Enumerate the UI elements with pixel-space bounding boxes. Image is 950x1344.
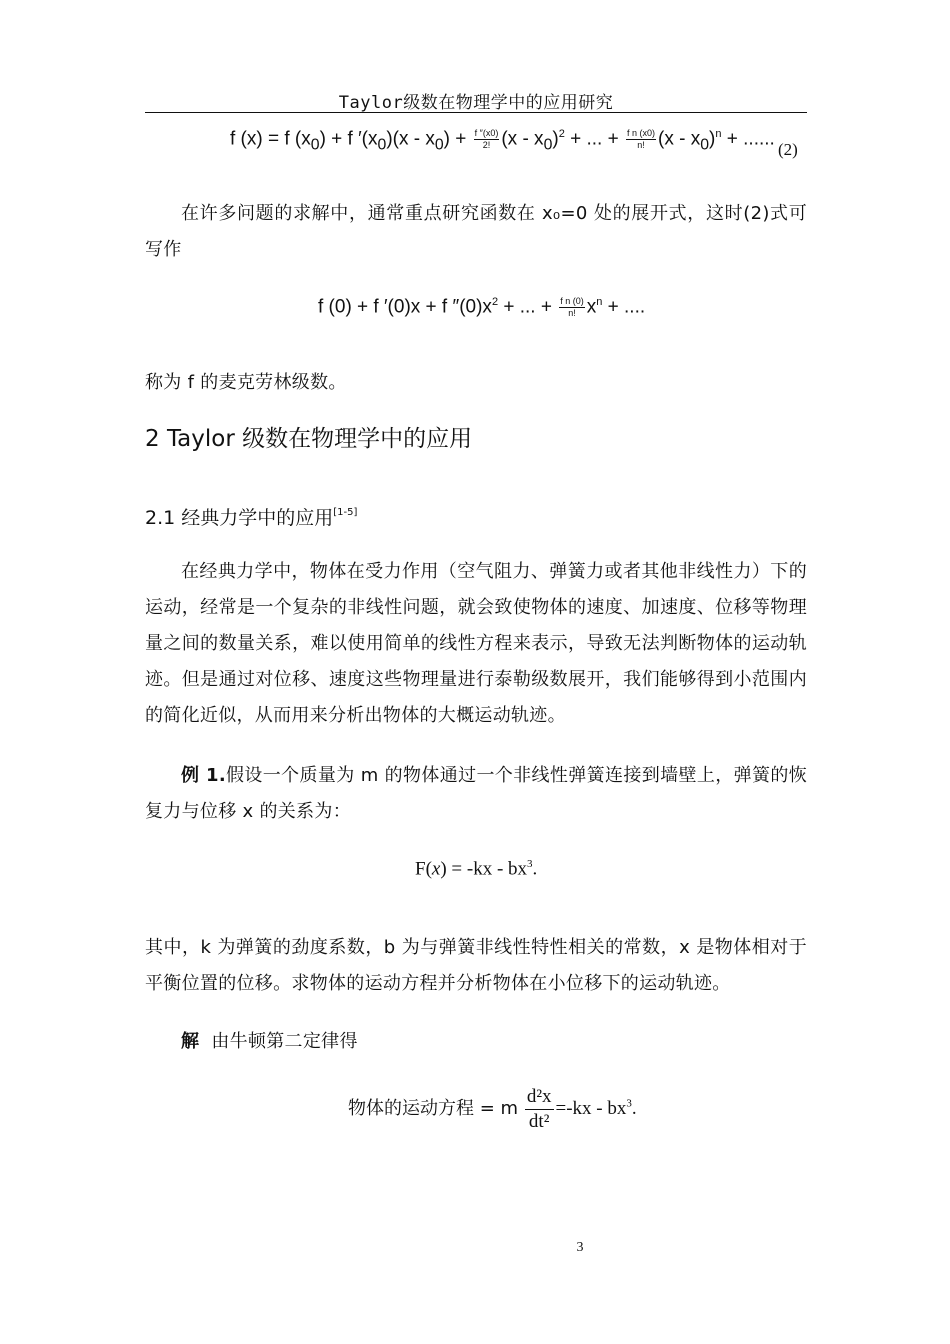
force-equation: $F(x) = -kx - bx^3$. xyxy=(415,858,538,880)
maclaurin-series-equation: f (0) + f ′(0)x + f $''(0)x^2$ + ... + $\frac{\text{f n (0)}}{n!}$ $x^n$ + .... xyxy=(318,296,646,318)
second-derivative-fraction: $\frac{\text{d²x}}{\text{dt²}}$ xyxy=(526,1086,552,1132)
example-label: 例 1. xyxy=(181,765,226,786)
paragraph-expansion-intro: 在许多问题的求解中，通常重点研究函数在 x₀=0 处的展开式，这时(2)式可写作 xyxy=(145,203,807,260)
taylor-series-equation: f (x) = f $(x_0) + f$ $'(x_0)(x - x_0)$ + $\frac{f ''(x0)}{2!}$ $(x - x_0)^2$ + ... + $\frac{\text{f n (x0)}}{n!}$ $(x - x_0)^n$ + ...... xyxy=(230,128,775,154)
solution-label: 解 xyxy=(181,1031,200,1052)
paragraph-example: 例 1.假设一个质量为 m 的物体通过一个非线性弹簧连接到墙壁上，弹簧的恢复力与位移 x 的关系为： xyxy=(145,765,807,822)
paragraph-variables: 其中，k 为弹簧的劲度系数，b 为与弹簧非线性特性相关的常数，x 是物体相对于平衡位置的位移。求物体的运动方程并分析物体在小位移下的运动轨迹。 xyxy=(145,937,807,994)
subsection-heading: 2.1 经典力学中的应用[1-5] xyxy=(145,507,358,529)
paragraph-classical-mechanics: 在经典力学中，物体在受力作用（空气阻力、弹簧力或者其他非线性力）下的运动，经常是一个复杂的非线性问题，就会致使物体的速度、加速度、位移等物理量之间的数量关系，难以使用简单的线性方程来表示，导致无法判断物体的运动轨迹。但是通过对位移、速度这些物理量进行泰勒级数展开，我们能够得到小范围内的简化近似，从而用来分析出物体的大概运动轨迹。 xyxy=(145,561,807,726)
running-header: Taylor级数在物理学中的应用研究 xyxy=(338,93,614,113)
paragraph-solution: 解 由牛顿第二定律得 xyxy=(181,1031,358,1052)
equation-number: (2) xyxy=(778,140,798,159)
fraction-nth-derivative: $\frac{\text{f n (x0)}}{n!}$ xyxy=(626,128,655,150)
citation: [1-5] xyxy=(333,507,358,518)
motion-equation: 物体的运动方程 = m $\frac{\text{d²x}}{\text{dt²}}$ $=-kx - bx^3$. xyxy=(348,1086,637,1132)
page-number: 3 xyxy=(576,1240,584,1255)
paragraph-maclaurin-def: 称为 f 的麦克劳林级数。 xyxy=(145,372,347,393)
fraction-second-derivative: $\frac{f ''(x0)}{2!}$ xyxy=(474,128,499,150)
fraction-nth-derivative-zero: $\frac{\text{f n (0)}}{n!}$ xyxy=(560,296,584,318)
header-rule xyxy=(145,112,807,113)
section-heading: 2 Taylor 级数在物理学中的应用 xyxy=(145,426,473,452)
